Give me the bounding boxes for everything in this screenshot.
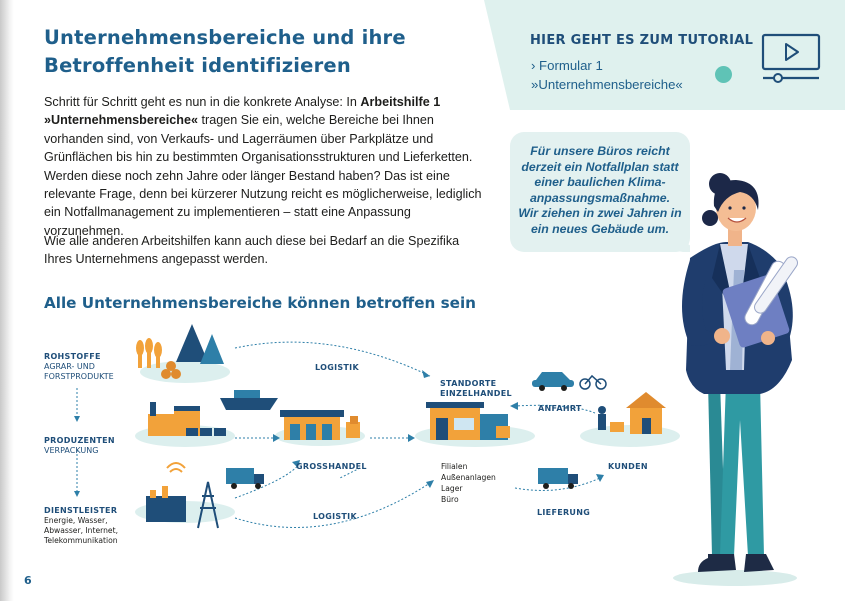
label-produzenten: PRODUZENTEN bbox=[44, 436, 115, 445]
label-rohstoffe-sub1: AGRAR- UND bbox=[44, 362, 95, 371]
diagram-heading: Alle Unternehmensbereiche können betroffen sein bbox=[44, 294, 476, 312]
label-grosshandel: GROSSHANDEL bbox=[296, 462, 367, 471]
label-anfahrt: ANFAHRT bbox=[538, 404, 582, 413]
tutorial-heading: HIER GEHT ES ZUM TUTORIAL bbox=[530, 33, 754, 48]
label-logistik-bottom: LOGISTIK bbox=[313, 512, 357, 521]
label-kunden: KUNDEN bbox=[608, 462, 648, 471]
label-logistik-top: LOGISTIK bbox=[315, 363, 359, 372]
page-number: 6 bbox=[24, 574, 32, 587]
intro-text: Schritt für Schritt geht es nun in die konkrete Analyse: In bbox=[44, 95, 361, 109]
speech-bubble-text: Für unsere Büros reicht derzeit ein Notfallplan statt einer baulichen Klima- anpassungsmaßnahme. Wir ziehen in zwei Jahren in ein neues Gebäude um. bbox=[518, 144, 682, 236]
label-lager: Lager bbox=[441, 484, 463, 493]
tutorial-link-line2[interactable]: »Unternehmensbereiche« bbox=[531, 77, 683, 92]
tutorial-link-line1[interactable]: › Formular 1 bbox=[531, 58, 603, 73]
arbeitshilfe-reference: Arbeitshilfe 1 bbox=[360, 95, 441, 109]
label-dienstleister-line3: Telekommunikation bbox=[44, 536, 118, 545]
video-play-icon[interactable] bbox=[760, 33, 822, 83]
page-title-line2: Betroffenheit identifizieren bbox=[44, 54, 351, 77]
label-filialen: Filialen bbox=[441, 462, 468, 471]
tutorial-link[interactable] bbox=[531, 56, 721, 94]
page-title bbox=[44, 24, 444, 80]
second-paragraph: Wie alle anderen Arbeitshilfen kann auch diese bei Bedarf an die Spezifika Ihres Unternehmens angepasst werden. bbox=[44, 234, 460, 267]
label-rohstoffe-sub2: FORSTPRODUKTE bbox=[44, 372, 114, 381]
intro-paragraph bbox=[44, 93, 484, 240]
unternehmensbereiche-reference: »Unternehmensbereiche« bbox=[44, 113, 198, 128]
label-aussenanlagen: Außenanlagen bbox=[441, 473, 496, 482]
label-dienstleister-line2: Abwasser, Internet, bbox=[44, 526, 118, 535]
label-rohstoffe: ROHSTOFFE bbox=[44, 352, 101, 361]
label-verpackung: VERPACKUNG bbox=[44, 446, 99, 455]
teal-dot-decoration bbox=[715, 66, 732, 83]
label-standorte-2: EINZELHANDEL bbox=[440, 389, 512, 398]
label-standorte-1: STANDORTE bbox=[440, 379, 497, 388]
label-lieferung: LIEFERUNG bbox=[537, 508, 591, 517]
page-title-line1: Unternehmensbereiche und ihre bbox=[44, 26, 406, 49]
intro-rest: tragen Sie ein, welche Bereiche bei Ihnen vorhanden sind, von Verkaufs- und Lagerräumen über Parkplätze und Grünflächen bis hin zu bestimmten Organisationsstrukturen und Lieferketten. Werden diese noch zehn Jahre oder länger Bestand haben? Das ist eine relevante Frage, denn bei kürzerer Nutzung reicht es möglicherweise, lediglich ein Notfallmanagement zu implementieren – statt eine Anpassung vorzunehmen. bbox=[44, 113, 482, 238]
label-buero: Büro bbox=[441, 495, 459, 504]
supply-chain-diagram bbox=[30, 318, 690, 578]
label-dienstleister: DIENSTLEISTER bbox=[44, 506, 118, 515]
label-dienstleister-line1: Energie, Wasser, bbox=[44, 516, 108, 525]
